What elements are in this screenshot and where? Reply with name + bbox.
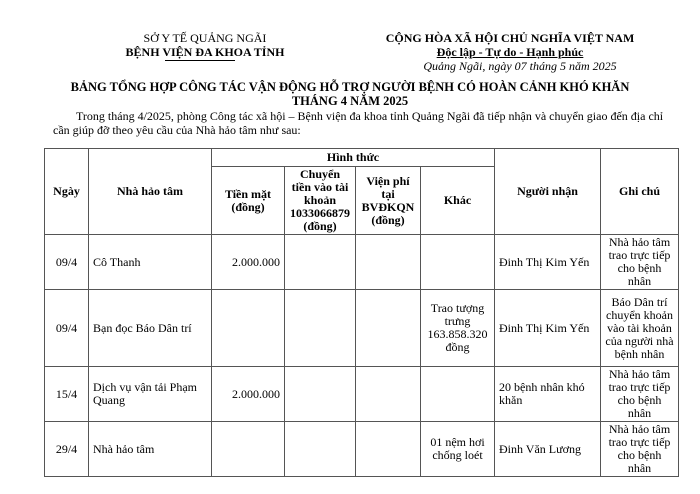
divider — [165, 60, 235, 61]
intro-line-1: Trong tháng 4/2025, phòng Công tác xã hội – Bệnh viện đa khoa tỉnh Quảng Ngãi đã tiếp nhận và chuyển giao đến địa chỉ — [76, 109, 664, 123]
org-parent: SỞ Y TẾ QUẢNG NGÃI — [143, 31, 267, 45]
table-row — [45, 367, 679, 422]
org-name: BỆNH VIỆN ĐA KHOA TỈNH — [125, 45, 285, 59]
cell-fee — [356, 290, 421, 367]
cell-note: Nhà hảo tâm trao trực tiếp cho bệnh nhân — [601, 367, 679, 422]
header-fee: Viện phí tại BVĐKQN (đồng) — [356, 167, 421, 235]
intro-line-2: cần giúp đỡ theo yêu cầu của Nhà hảo tâm như sau: — [53, 123, 301, 137]
cell-donor: Dịch vụ vận tải Phạm Quang — [89, 367, 212, 422]
cell-date: 29/4 — [45, 422, 89, 477]
cell-transfer — [285, 367, 356, 422]
donation-table — [44, 148, 679, 477]
table-row — [45, 422, 679, 477]
header-donor: Nhà hảo tâm — [89, 149, 212, 235]
cell-other: 01 nệm hơi chống loét — [421, 422, 495, 477]
cell-cash: 2.000.000 — [212, 235, 285, 290]
cell-other — [421, 367, 495, 422]
cell-date: 09/4 — [45, 235, 89, 290]
cell-recipient: 20 bệnh nhân khó khăn — [495, 367, 601, 422]
cell-cash — [212, 290, 285, 367]
cell-recipient: Đinh Văn Lương — [495, 422, 601, 477]
cell-other — [421, 235, 495, 290]
cell-transfer — [285, 290, 356, 367]
doc-title: BẢNG TỔNG HỢP CÔNG TÁC VẬN ĐỘNG HỖ TRỢ NGƯỜI BỆNH CÓ HOÀN CẢNH KHÓ KHĂN — [70, 80, 630, 94]
header-transfer: Chuyển tiền vào tài khoản 1033066879 (đồng) — [285, 167, 356, 235]
cell-cash: 2.000.000 — [212, 367, 285, 422]
table-row — [45, 235, 679, 290]
cell-date: 15/4 — [45, 367, 89, 422]
cell-note: Nhà hảo tâm trao trực tiếp cho bệnh nhân — [601, 235, 679, 290]
header-cash: Tiền mặt (đồng) — [212, 167, 285, 235]
cell-date: 09/4 — [45, 290, 89, 367]
cell-transfer — [285, 422, 356, 477]
table-row — [45, 290, 679, 367]
motto: Độc lập - Tự do - Hạnh phúc — [436, 45, 584, 59]
cell-donor: Cô Thanh — [89, 235, 212, 290]
country-name: CỘNG HÒA XÃ HỘI CHỦ NGHĨA VIỆT NAM — [385, 31, 635, 45]
header-note: Ghi chú — [601, 149, 679, 235]
cell-note: Báo Dân trí chuyển khoản vào tài khoản của người nhà bệnh nhân — [601, 290, 679, 367]
place-date: Quảng Ngãi, ngày 07 tháng 5 năm 2025 — [423, 59, 617, 73]
doc-subtitle: THÁNG 4 NĂM 2025 — [291, 94, 409, 108]
cell-fee — [356, 367, 421, 422]
cell-recipient: Đinh Thị Kim Yến — [495, 290, 601, 367]
cell-donor: Nhà hảo tâm — [89, 422, 212, 477]
cell-note: Nhà hảo tâm trao trực tiếp cho bệnh nhân — [601, 422, 679, 477]
header-recipient: Người nhận — [495, 149, 601, 235]
header-date: Ngày — [45, 149, 89, 235]
cell-recipient: Đinh Thị Kim Yến — [495, 235, 601, 290]
cell-donor: Bạn đọc Báo Dân trí — [89, 290, 212, 367]
cell-other: Trao tượng trưng 163.858.320 đồng — [421, 290, 495, 367]
cell-cash — [212, 422, 285, 477]
header-form: Hình thức — [212, 149, 495, 167]
cell-transfer — [285, 235, 356, 290]
cell-fee — [356, 235, 421, 290]
cell-fee — [356, 422, 421, 477]
header-other: Khác — [421, 167, 495, 235]
